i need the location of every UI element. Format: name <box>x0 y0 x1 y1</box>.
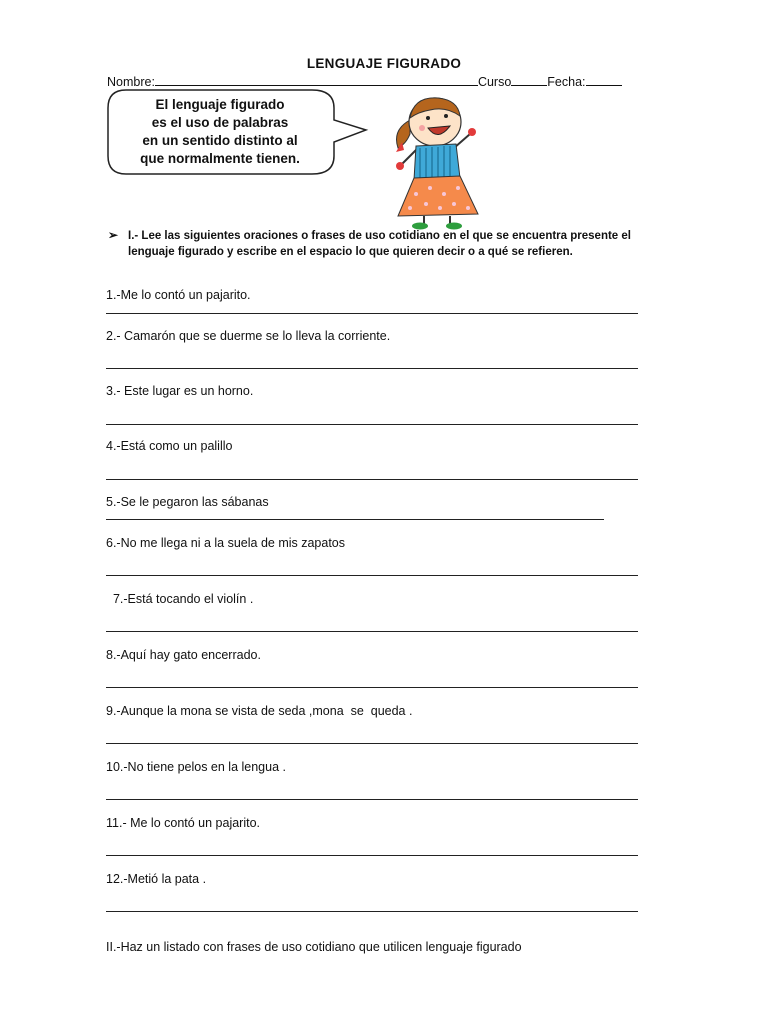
fecha-field[interactable] <box>586 74 622 86</box>
girl-illustration <box>380 90 500 230</box>
question-item: 2.- Camarón que se duerme se lo lleva la corriente. <box>106 329 391 343</box>
definition-line: en un sentido distinto al <box>142 133 298 148</box>
question-item: 7.-Está tocando el violín . <box>106 592 254 606</box>
curso-label: Curso <box>477 75 512 89</box>
answer-line[interactable] <box>106 519 604 520</box>
worksheet-title: LENGUAJE FIGURADO <box>306 56 462 71</box>
question-item: 3.- Este lugar es un horno. <box>106 384 254 398</box>
answer-line[interactable] <box>106 575 638 576</box>
question-item: 4.-Está como un palillo <box>106 439 233 453</box>
question-item: 11.- Me lo contó un pajarito. <box>106 816 261 830</box>
arrow-bullet-icon: ➢ <box>108 228 119 242</box>
question-item: 1.-Me lo contó un pajarito. <box>106 288 251 302</box>
question-item: 9.-Aunque la mona se vista de seda ,mona se queda . <box>106 704 413 718</box>
curso-field[interactable] <box>511 74 547 86</box>
answer-line[interactable] <box>106 479 638 480</box>
definition-line: que normalmente tienen. <box>140 151 300 166</box>
answer-line[interactable] <box>106 799 638 800</box>
nombre-field[interactable] <box>155 74 478 86</box>
answer-line[interactable] <box>106 631 638 632</box>
fecha-label: Fecha: <box>547 75 586 89</box>
final-instruction: II.-Haz un listado con frases de uso cotidiano que utilicen lenguaje figurado <box>106 940 522 954</box>
question-item: 5.-Se le pegaron las sábanas <box>106 495 269 509</box>
question-item: 12.-Metió la pata . <box>106 872 207 886</box>
answer-line[interactable] <box>106 743 638 744</box>
instruction-text: I.- Lee las siguientes oraciones o frases de uso cotidiano en el que se encuentra presente el lenguaje figurado y escribe en el espacio lo que quieren decir o a qué se refieren. <box>128 230 631 258</box>
answer-line[interactable] <box>106 368 638 369</box>
nombre-label: Nombre: <box>107 75 155 89</box>
answer-line[interactable] <box>106 855 638 856</box>
answer-line[interactable] <box>106 687 638 688</box>
definition-text <box>110 96 330 168</box>
definition-line: es el uso de palabras <box>151 115 289 130</box>
question-item: 10.-No tiene pelos en la lengua . <box>106 760 286 774</box>
answer-line[interactable] <box>106 424 638 425</box>
answer-line[interactable] <box>106 911 638 912</box>
answer-line[interactable] <box>106 313 638 314</box>
definition-line: El lenguaje figurado <box>155 97 285 112</box>
question-item: 6.-No me llega ni a la suela de mis zapatos <box>106 536 346 550</box>
instruction-block <box>108 228 658 260</box>
question-item: 8.-Aquí hay gato encerrado. <box>106 648 261 662</box>
